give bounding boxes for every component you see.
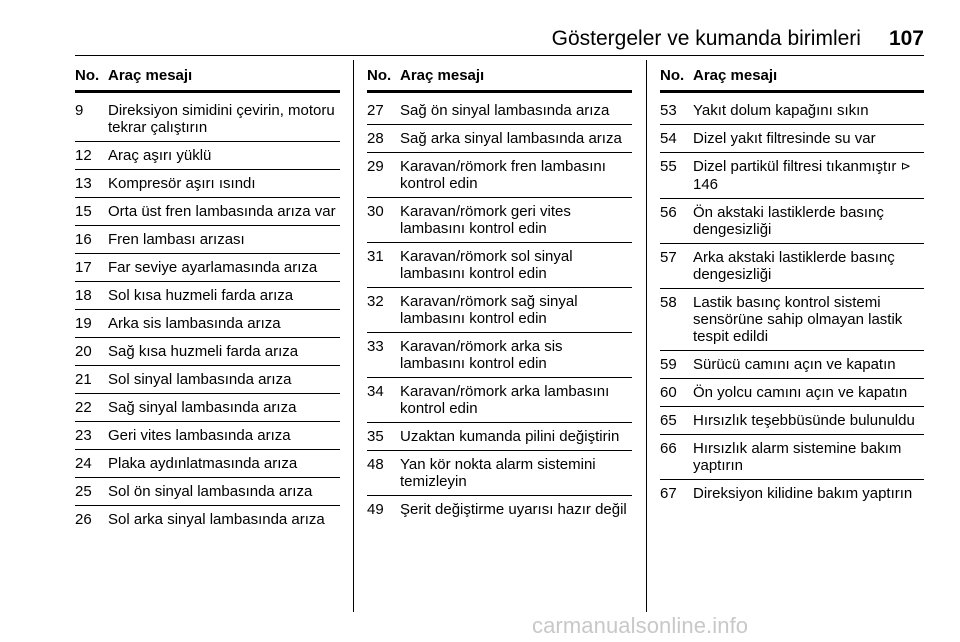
row-message [108, 455, 340, 472]
row-message [400, 158, 632, 192]
header-message: Araç mesajı [108, 66, 193, 84]
row-number: 30 [367, 203, 384, 220]
table-row [75, 99, 340, 142]
row-message [400, 428, 632, 445]
row-message [108, 175, 340, 192]
row-message [400, 383, 632, 417]
row-number: 58 [660, 294, 677, 311]
table-row [75, 198, 340, 226]
table-row [367, 496, 632, 523]
row-number: 31 [367, 248, 384, 265]
row-message [108, 427, 340, 444]
message-text: Uzaktan kumanda pilini değiştirin [400, 428, 620, 445]
message-text: Yan kör nokta alarm sistemini temizleyin [400, 456, 596, 490]
table-body [367, 99, 632, 523]
header-message: Araç mesajı [400, 66, 485, 84]
row-number: 19 [75, 315, 92, 332]
table-row [75, 338, 340, 366]
table-header [75, 60, 340, 93]
table-row [75, 422, 340, 450]
table-row [367, 333, 632, 378]
row-message [108, 231, 340, 248]
message-text: Sürücü camını açın ve kapatın [693, 356, 896, 373]
table-row [75, 142, 340, 170]
table-row [660, 199, 924, 244]
message-text: Kompresör aşırı ısındı [108, 175, 256, 192]
message-table-column-3 [660, 60, 924, 507]
message-text: Direksiyon kilidine bakım yaptırın [693, 485, 913, 502]
message-text: Dizel partikül filtresi tıkanmıştır [693, 158, 897, 175]
row-message [108, 343, 340, 360]
message-text: Yakıt dolum kapağını sıkın [693, 102, 869, 119]
page-title: Göstergeler ve kumanda birimleri [551, 27, 861, 50]
message-text: Plaka aydınlatmasında arıza [108, 455, 298, 472]
message-text: Fren lambası arızası [108, 231, 245, 248]
table-row [660, 480, 924, 507]
row-number: 23 [75, 427, 92, 444]
row-message [108, 102, 340, 136]
row-number: 60 [660, 384, 677, 401]
table-row [75, 226, 340, 254]
message-text: Karavan/römork sol sinyal lambasını kontrol edin [400, 248, 573, 282]
table-body [660, 99, 924, 507]
message-text: Sağ sinyal lambasında arıza [108, 399, 297, 416]
row-number: 16 [75, 231, 92, 248]
column-divider [353, 60, 354, 612]
table-row [367, 153, 632, 198]
message-text: Sol arka sinyal lambasında arıza [108, 511, 325, 528]
table-row [367, 423, 632, 451]
row-message [400, 338, 632, 372]
row-number: 48 [367, 456, 384, 473]
message-text: Şerit değiştirme uyarısı hazır değil [400, 501, 627, 518]
message-table-column-2 [367, 60, 632, 523]
row-number: 24 [75, 455, 92, 472]
row-message [693, 485, 924, 502]
message-text: Karavan/römork sağ sinyal lambasını kontrol edin [400, 293, 578, 327]
row-number: 55 [660, 158, 677, 175]
row-number: 49 [367, 501, 384, 518]
row-number: 9 [75, 102, 84, 119]
table-row [367, 288, 632, 333]
table-row [660, 153, 924, 199]
row-message [108, 259, 340, 276]
table-row [75, 506, 340, 533]
row-message [108, 203, 340, 220]
message-text: Karavan/römork arka lambasını kontrol edin [400, 383, 610, 417]
header-message: Araç mesajı [693, 66, 778, 84]
message-text: Dizel yakıt filtresinde su var [693, 130, 876, 147]
row-message [108, 511, 340, 528]
message-text: Hırsızlık alarm sistemine bakım yaptırın [693, 440, 902, 474]
message-text: Hırsızlık teşebbüsünde bulunuldu [693, 412, 915, 429]
table-row [660, 99, 924, 125]
row-number: 54 [660, 130, 677, 147]
row-message [693, 158, 924, 193]
row-number: 17 [75, 259, 92, 276]
column-divider [646, 60, 647, 612]
message-text: Sol ön sinyal lambasında arıza [108, 483, 313, 500]
table-row [75, 170, 340, 198]
message-text: Far seviye ayarlamasında arıza [108, 259, 318, 276]
page-number: 107 [888, 27, 924, 50]
row-number: 22 [75, 399, 92, 416]
message-table-column-1 [75, 60, 340, 533]
message-text: Arka akstaki lastiklerde basınç dengesizliği [693, 249, 895, 283]
table-row [660, 125, 924, 153]
message-text: Karavan/römork geri vites lambasını kontrol edin [400, 203, 571, 237]
row-message [693, 130, 924, 147]
message-text: Sağ arka sinyal lambasında arıza [400, 130, 622, 147]
row-message [693, 356, 924, 373]
table-row [660, 351, 924, 379]
table-row [75, 478, 340, 506]
table-row [75, 366, 340, 394]
page-reference-link[interactable]: 146 [693, 176, 719, 193]
row-number: 26 [75, 511, 92, 528]
message-text: Ön akstaki lastiklerde basınç dengesizliği [693, 204, 884, 238]
row-message [400, 456, 632, 490]
row-message [108, 371, 340, 388]
table-body [75, 99, 340, 533]
message-text: Direksiyon simidini çevirin, motoru tekrar çalıştırın [108, 102, 335, 136]
row-message [693, 204, 924, 238]
row-number: 33 [367, 338, 384, 355]
row-message [108, 147, 340, 164]
table-row [75, 254, 340, 282]
row-number: 56 [660, 204, 677, 221]
row-message [693, 249, 924, 283]
row-number: 15 [75, 203, 92, 220]
row-message [108, 315, 340, 332]
message-text: Sağ kısa huzmeli farda arıza [108, 343, 299, 360]
row-number: 25 [75, 483, 92, 500]
message-text: Sol kısa huzmeli farda arıza [108, 287, 294, 304]
table-header [660, 60, 924, 93]
row-number: 29 [367, 158, 384, 175]
row-number: 66 [660, 440, 677, 457]
message-text: Sağ ön sinyal lambasında arıza [400, 102, 610, 119]
message-text: Orta üst fren lambasında arıza var [108, 203, 336, 220]
watermark: carmanualsonline.info [532, 613, 749, 638]
table-row [660, 435, 924, 480]
table-row [660, 289, 924, 351]
row-message [108, 483, 340, 500]
row-number: 21 [75, 371, 92, 388]
message-text: Ön yolcu camını açın ve kapatın [693, 384, 908, 401]
message-text: Lastik basınç kontrol sistemi sensörüne sahip olmayan lastik tespit edildi [693, 294, 903, 345]
message-text: Araç aşırı yüklü [108, 147, 212, 164]
message-text: Geri vites lambasında arıza [108, 427, 291, 444]
table-row [75, 394, 340, 422]
row-message [693, 294, 924, 345]
message-text: Arka sis lambasında arıza [108, 315, 281, 332]
message-text: Karavan/römork arka sis lambasını kontrol edin [400, 338, 563, 372]
row-message [400, 501, 632, 518]
table-row [367, 451, 632, 496]
row-message [400, 203, 632, 237]
table-row [367, 243, 632, 288]
row-message [693, 102, 924, 119]
row-message [108, 287, 340, 304]
row-message [400, 102, 632, 119]
row-number: 20 [75, 343, 92, 360]
row-number: 27 [367, 102, 384, 119]
table-row [367, 378, 632, 423]
row-number: 18 [75, 287, 92, 304]
message-text: Karavan/römork fren lambasını kontrol edin [400, 158, 606, 192]
page-header [75, 24, 924, 54]
table-row [660, 407, 924, 435]
table-row [367, 198, 632, 243]
header-no: No. [367, 66, 392, 84]
row-number: 12 [75, 147, 92, 164]
header-no: No. [75, 66, 100, 84]
row-number: 13 [75, 175, 92, 192]
table-row [660, 379, 924, 407]
table-row [660, 244, 924, 289]
row-message [400, 130, 632, 147]
row-number: 32 [367, 293, 384, 310]
row-number: 65 [660, 412, 677, 429]
row-message [693, 440, 924, 474]
table-row [367, 125, 632, 153]
table-row [75, 310, 340, 338]
row-message [108, 399, 340, 416]
row-message [693, 412, 924, 429]
row-message [693, 384, 924, 401]
header-divider [75, 55, 924, 56]
table-row [367, 99, 632, 125]
arrow-reference-icon: ⊳ [900, 159, 911, 173]
message-text: Sol sinyal lambasında arıza [108, 371, 292, 388]
table-row [75, 450, 340, 478]
row-number: 28 [367, 130, 384, 147]
table-header [367, 60, 632, 93]
row-number: 57 [660, 249, 677, 266]
row-message [400, 248, 632, 282]
row-number: 35 [367, 428, 384, 445]
header-no: No. [660, 66, 685, 84]
row-number: 53 [660, 102, 677, 119]
row-number: 59 [660, 356, 677, 373]
row-message [400, 293, 632, 327]
row-number: 67 [660, 485, 677, 502]
row-number: 34 [367, 383, 384, 400]
table-row [75, 282, 340, 310]
